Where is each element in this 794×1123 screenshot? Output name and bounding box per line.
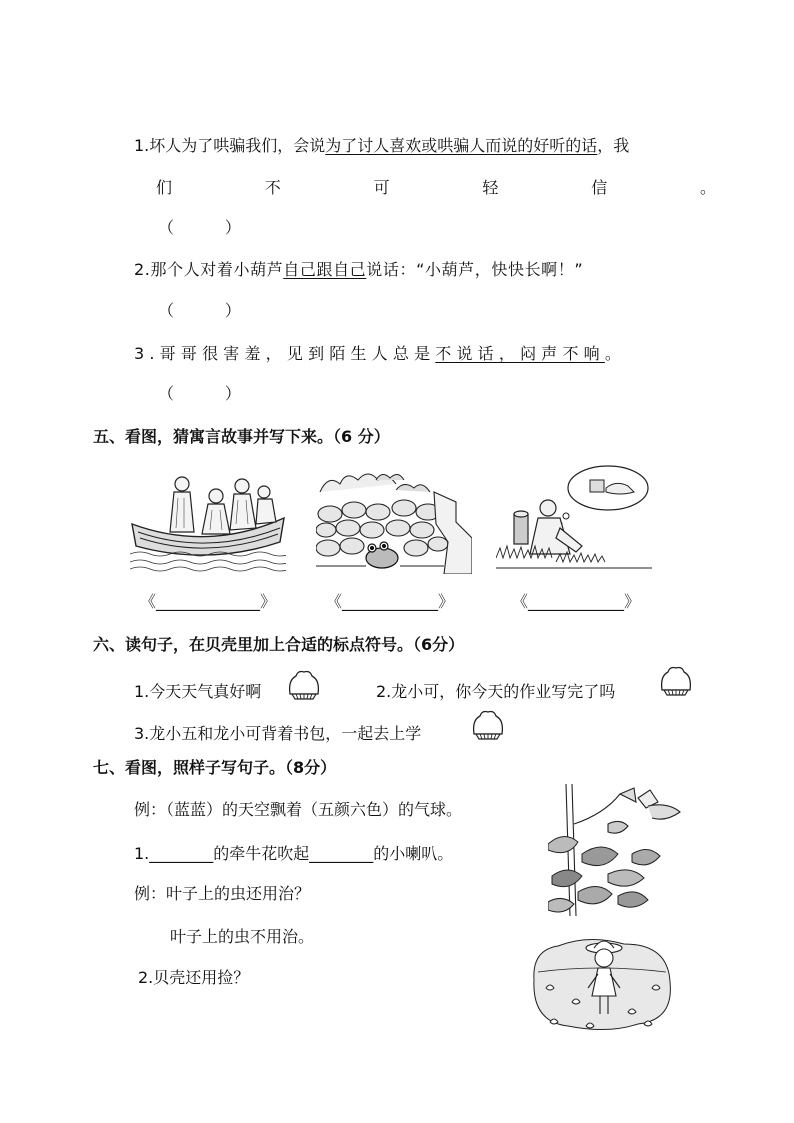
q6-sentence-1: 1.今天天气真好啊 (134, 682, 262, 701)
seashell-icon[interactable] (286, 668, 322, 702)
q4-item2-post: 说话：“小葫芦，快快长啊！” (366, 260, 584, 279)
q5-heading: 五、看图，猜寓言故事并写下来。（6 分） (93, 427, 390, 446)
q4-item2-line (134, 260, 583, 280)
q4-item1-post: ，我 (597, 136, 630, 155)
boat-story-picture (130, 462, 286, 574)
q4-item1-line2 (156, 178, 716, 198)
q4-item3-underline: 不说话，闷声不响 (435, 344, 605, 363)
q6-sentence-3: 3.龙小五和龙小可背着书包，一起去上学 (134, 724, 422, 743)
seashell-icon[interactable] (658, 664, 694, 698)
q5-blank-2[interactable]: 《____________》 (326, 592, 455, 611)
q4-item2-underline: 自己跟自己 (283, 260, 367, 279)
word: 可 (373, 178, 390, 197)
waiting-by-stump-picture (496, 462, 652, 574)
word: 不 (264, 178, 281, 197)
q7-example-2-answer: 叶子上的虫不用治。 (170, 927, 315, 946)
girl-on-beach-picture (528, 930, 674, 1034)
q5-blank-3[interactable]: 《____________》 (512, 592, 641, 611)
q4-item1-answer-paren[interactable]: （ ） (158, 218, 241, 237)
q4-item3-pre: 3.哥哥很害羞，见到陌生人总是 (134, 344, 436, 363)
q6-sentence-2: 2.龙小可，你今天的作业写完了吗 (376, 682, 616, 701)
q4-item2-answer-paren[interactable]: （ ） (158, 301, 241, 320)
q4-item1-underline: 为了讨人喜欢或哄骗人而说的好听的话 (325, 136, 598, 155)
q7-item-1[interactable]: 1.________的牵牛花吹起________的小喇叭。 (134, 844, 454, 863)
q4-item2-pre: 2.那个人对着小葫芦 (134, 260, 284, 279)
word: 信 (591, 178, 608, 197)
q7-example-1: 例：（蓝蓝）的天空飘着（五颜六色）的气球。 (134, 800, 463, 819)
q7-item-2[interactable]: 2.贝壳还用捡？ (138, 968, 250, 987)
q5-blank-1[interactable]: 《_____________》 (140, 592, 277, 611)
q7-heading: 七、看图，照样子写句子。（8分） (93, 758, 337, 777)
frog-in-well-picture (316, 462, 472, 574)
q7-example-2: 例：叶子上的虫还用治？ (134, 884, 311, 903)
word: 轻 (482, 178, 499, 197)
q4-item1-line1 (134, 136, 629, 156)
q4-item3-line (134, 344, 626, 364)
word: 。 (699, 178, 716, 197)
morning-glory-picture (548, 784, 682, 916)
seashell-icon[interactable] (470, 708, 506, 742)
q4-item1-pre: 1.坏人为了哄骗我们，会说 (134, 136, 326, 155)
q4-item3-answer-paren[interactable]: （ ） (158, 384, 241, 403)
q6-heading: 六、读句子，在贝壳里加上合适的标点符号。（6分） (93, 635, 465, 654)
word: 们 (156, 178, 173, 197)
q4-item3-post: 。 (604, 344, 627, 363)
